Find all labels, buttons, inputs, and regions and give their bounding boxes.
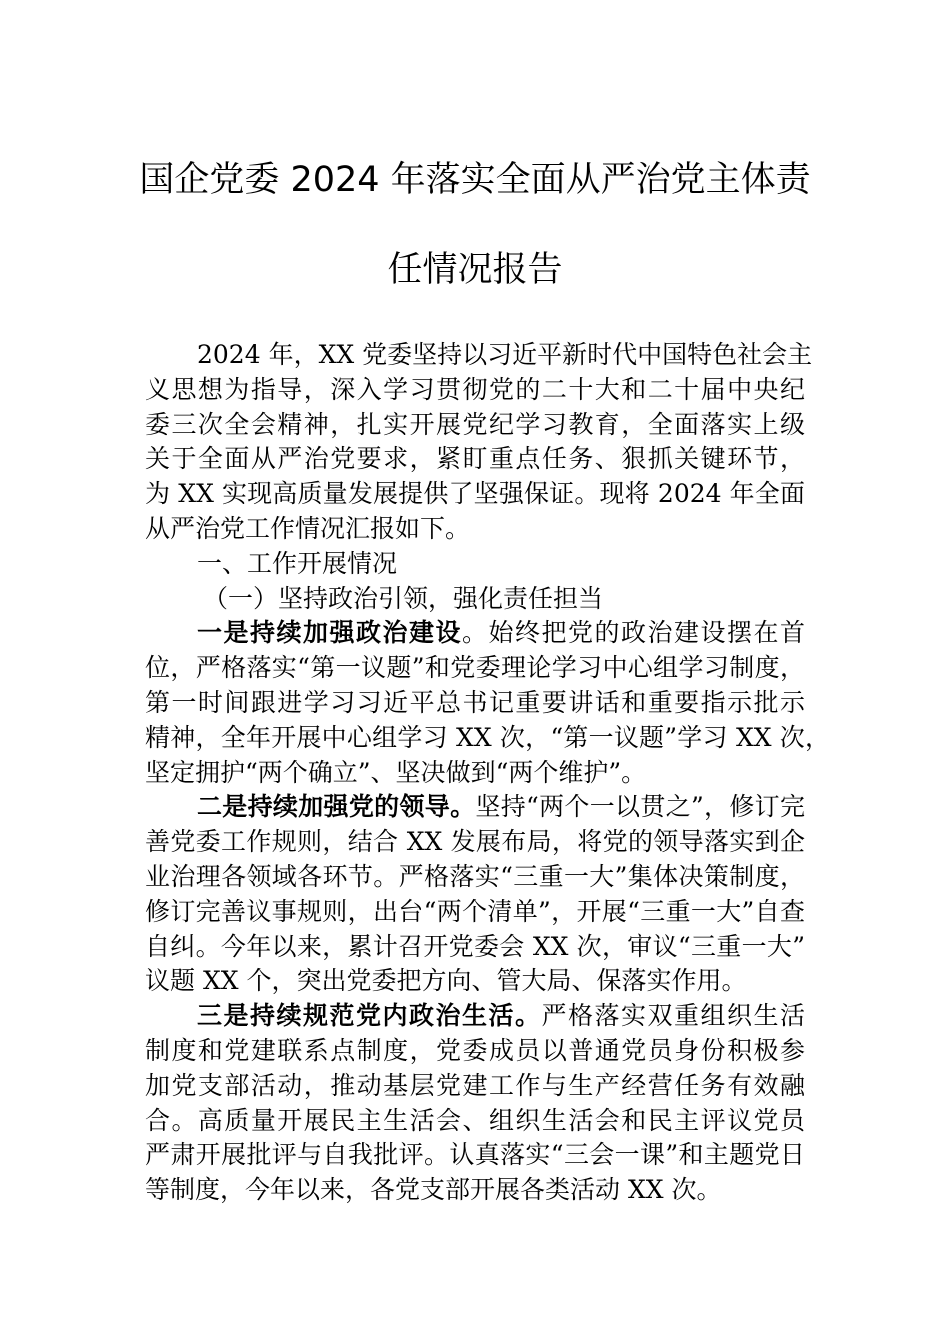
intro-line: 关于全面从严治党要求，紧盯重点任务、狠抓关键环节， [145,444,805,474]
paragraph-1-first-rest: 。始终把党的政治建设摆在首 [462,618,805,648]
paragraph-2-line: 议题 XX 个，突出党委把方向、管大局、保落实作用。 [145,966,747,996]
intro-line: 义思想为指导，深入学习贯彻党的二十大和二十届中央纪 [145,374,805,404]
paragraph-2-line: 修订完善议事规则，出台“两个清单”，开展“三重一大”自查 [145,896,805,926]
section-heading: 一、工作开展情况 [197,548,398,578]
intro-line: 委三次全会精神，扎实开展党纪学习教育，全面落实上级 [145,409,805,439]
paragraph-3-line: 加党支部活动，推动基层党建工作与生产经营任务有效融 [145,1070,805,1100]
document-title-line-1: 国企党委 2024 年落实全面从严治党主体责 [139,160,811,200]
paragraph-2-line: 善党委工作规则，结合 XX 发展布局，将党的领导落实到企 [145,827,805,857]
document-title-line-2: 任情况报告 [387,250,563,290]
paragraph-2-first-rest: 坚持“两个一以贯之”，修订完 [475,792,805,822]
paragraph-3-first-line [145,999,805,1034]
paragraph-1-line: 第一时间跟进学习习近平总书记重要讲话和重要指示批示 [145,687,805,717]
intro-line: 为 XX 实现高质量发展提供了坚强保证。现将 2024 年全面 [145,479,805,509]
paragraph-3-lead: 三是持续规范党内政治生活。 [197,1001,542,1031]
document-body [145,338,845,1208]
paragraph-2-line: 业治理各领域各环节。严格落实“三重一大”集体决策制度， [145,861,805,891]
paragraph-1-first-line [145,616,805,651]
paragraph-3-first-rest: 严格落实双重组织生活 [541,1001,805,1031]
paragraph-1-line: 精神，全年开展中心组学习 XX 次，“第一议题”学习 XX 次， [145,722,830,752]
paragraph-1-line: 坚定拥护“两个确立”、坚决做到“两个维护”。 [145,757,647,787]
paragraph-3-line: 等制度，今年以来，各党支部开展各类活动 XX 次。 [145,1175,722,1205]
paragraph-3-line: 制度和党建联系点制度，党委成员以普通党员身份积极参 [145,1035,805,1065]
paragraph-3-line: 严肃开展批评与自我批评。认真落实“三会一课”和主题党日 [145,1140,805,1170]
paragraph-2-line: 自纠。今年以来，累计召开党委会 XX 次，审议“三重一大” [145,931,805,961]
intro-line: 2024 年，XX 党委坚持以习近平新时代中国特色社会主 [197,340,813,369]
intro-line: 从严治党工作情况汇报如下。 [145,513,471,543]
paragraph-2-first-line [145,790,805,825]
subsection-heading: （一）坚持政治引领，强化责任担当 [203,583,604,613]
paragraph-1-line: 位，严格落实“第一议题”和党委理论学习中心组学习制度， [145,653,805,683]
paragraph-1-lead: 一是持续加强政治建设 [197,618,462,648]
paragraph-2-lead: 二是持续加强党的领导。 [197,792,476,822]
paragraph-3-line: 合。高质量开展民主生活会、组织生活会和民主评议党员 [145,1105,805,1135]
